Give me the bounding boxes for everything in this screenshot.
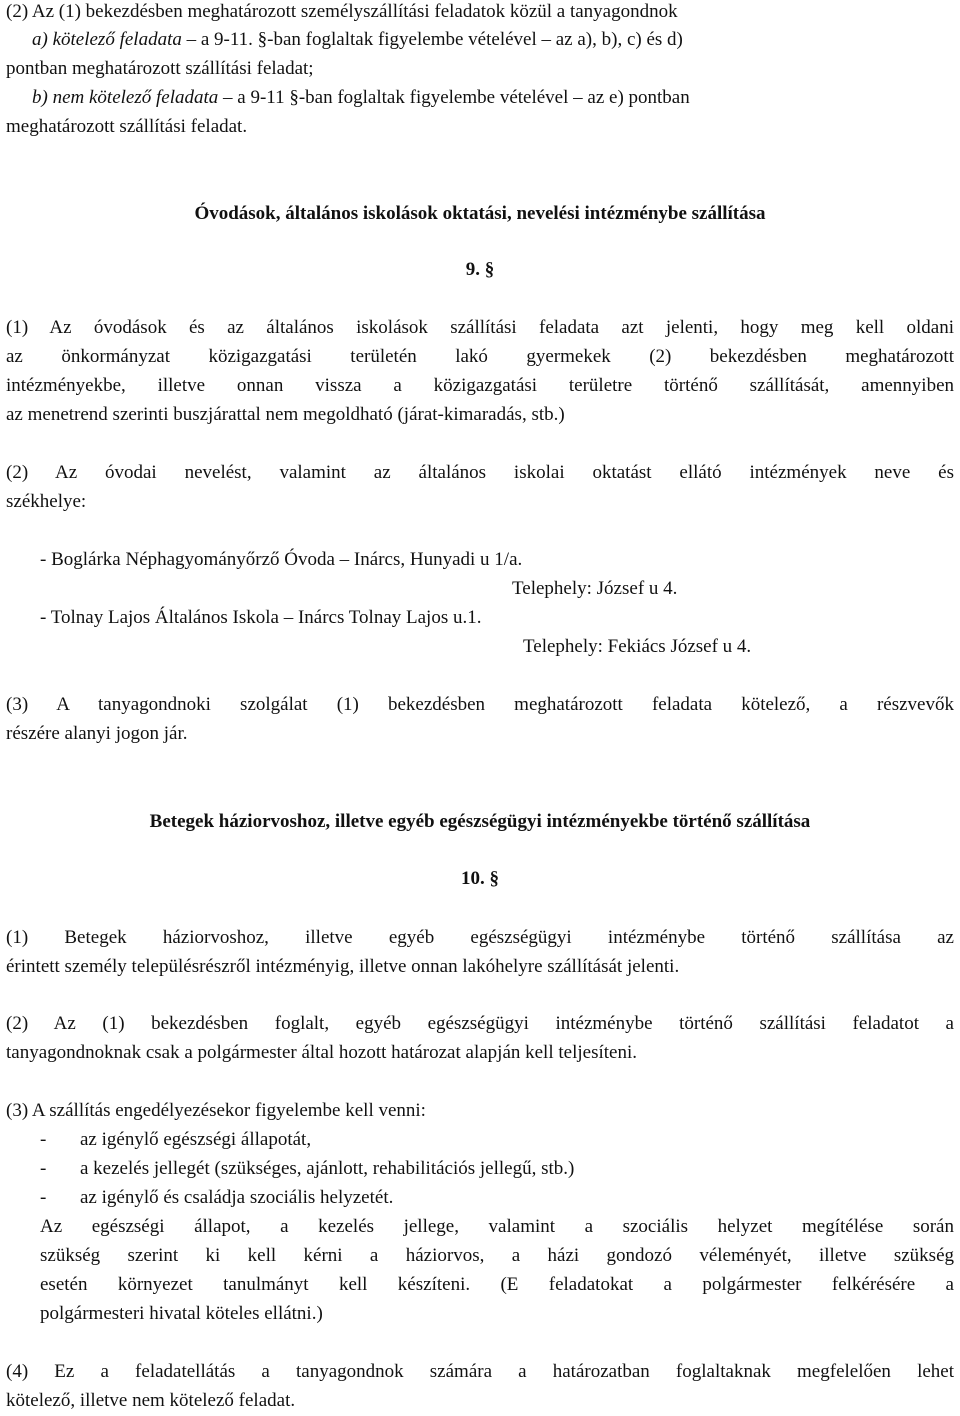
para-line: az önkormányzat közigazgatási területén lakó gyermekek (2) bekezdésben meghatározott xyxy=(6,346,954,367)
para-line: részére alanyi jogon jár. xyxy=(6,723,188,744)
list-item: Telephely: József u 4. xyxy=(512,578,678,599)
section-heading: Betegek háziorvoshoz, illetve egyéb egészségügyi intézményekbe történő szállítása xyxy=(149,811,811,832)
para-line: (3) A tanyagondnoki szolgálat (1) bekezdésben meghatározott feladata kötelező, a részvevők xyxy=(6,694,954,715)
list-item: Telephely: Fekiács József u 4. xyxy=(523,636,752,657)
para-line: kötelező, illetve nem kötelező feladat. xyxy=(6,1390,296,1411)
para-line: polgármesteri hivatal köteles ellátni.) xyxy=(40,1303,323,1324)
para-line: esetén környezet tanulmányt kell készíteni. (E feladatokat a polgármester felkérésére a xyxy=(40,1274,954,1295)
para-line xyxy=(32,28,954,52)
list-item: - Boglárka Néphagyományőrző Óvoda – Inárcs, Hunyadi u 1/a. xyxy=(40,549,523,570)
list-item: - Tolnay Lajos Általános Iskola – Inárcs Tolnay Lajos u.1. xyxy=(40,607,482,628)
para-line: (1) Az óvodások és az általános iskolások szállítási feladata azt jelenti, hogy meg kell oldani xyxy=(6,317,954,338)
section-number: 9. § xyxy=(465,259,495,280)
para-line: székhelye: xyxy=(6,491,87,512)
list-label-a: a) kötelező feladata xyxy=(32,29,182,50)
list-bullet: - xyxy=(40,1187,47,1208)
list-item xyxy=(40,1157,574,1181)
list-item xyxy=(40,1186,393,1210)
para-line: az menetrend szerinti buszjárattal nem megoldható (járat-kimaradás, stb.) xyxy=(6,404,565,425)
para-line: (2) Az (1) bekezdésben meghatározott személyszállítási feladatok közül a tanyagondnok xyxy=(6,1,678,22)
para-line: érintett személy településrészről intézményig, illetve onnan lakóhelyre szállítását jelenti. xyxy=(6,956,680,977)
para-line: (2) Az (1) bekezdésben foglalt, egyéb egészségügyi intézménybe történő szállítási feladatot a xyxy=(6,1013,954,1034)
para-line: pontban meghatározott szállítási feladat; xyxy=(6,58,314,79)
list-bullet: - xyxy=(40,1129,47,1150)
list-item-text: az igénylő egészségi állapotát, xyxy=(80,1129,312,1150)
section-heading: Óvodások, általános iskolások oktatási, nevelési intézménybe szállítása xyxy=(194,203,766,224)
para-line: intézményekbe, illetve onnan vissza a közigazgatási területre történő szállítását, amennyiben xyxy=(6,375,954,396)
para-line: (2) Az óvodai nevelést, valamint az általános iskolai oktatást ellátó intézmények neve és xyxy=(6,462,954,483)
list-item-text: az igénylő és családja szociális helyzetét. xyxy=(80,1187,394,1208)
para-line: tanyagondnoknak csak a polgármester által hozott határozat alapján kell teljesíteni. xyxy=(6,1042,637,1063)
section-number: 10. § xyxy=(461,868,499,889)
para-line xyxy=(32,86,954,110)
list-item-text: a kezelés jellegét (szükséges, ajánlott, rehabilitációs jellegű, stb.) xyxy=(80,1158,575,1179)
para-line: (4) Ez a feladatellátás a tanyagondnok számára a határozatban foglaltaknak megfelelően lehet xyxy=(6,1361,954,1382)
para-line: Az egészségi állapot, a kezelés jellege, valamint a szociális helyzet megítélése során xyxy=(40,1216,954,1237)
para-line: meghatározott szállítási feladat. xyxy=(6,116,248,137)
list-bullet: - xyxy=(40,1158,47,1179)
para-line: szükség szerint ki kell kérni a háziorvos, a házi gondozó véleményét, illetve szükség xyxy=(40,1245,954,1266)
list-label-b: b) nem kötelező feladata xyxy=(32,87,219,108)
list-text-b: – a 9-11 §-ban foglaltak figyelembe vételével – az e) pontban xyxy=(218,87,690,108)
para-line: (1) Betegek háziorvoshoz, illetve egyéb egészségügyi intézménybe történő szállítása az xyxy=(6,927,954,948)
list-text-a: – a 9-11. §-ban foglaltak figyelembe vételével – az a), b), c) és d) xyxy=(181,29,683,50)
para-line: (3) A szállítás engedélyezésekor figyelembe kell venni: xyxy=(6,1100,426,1121)
list-item xyxy=(40,1128,311,1152)
